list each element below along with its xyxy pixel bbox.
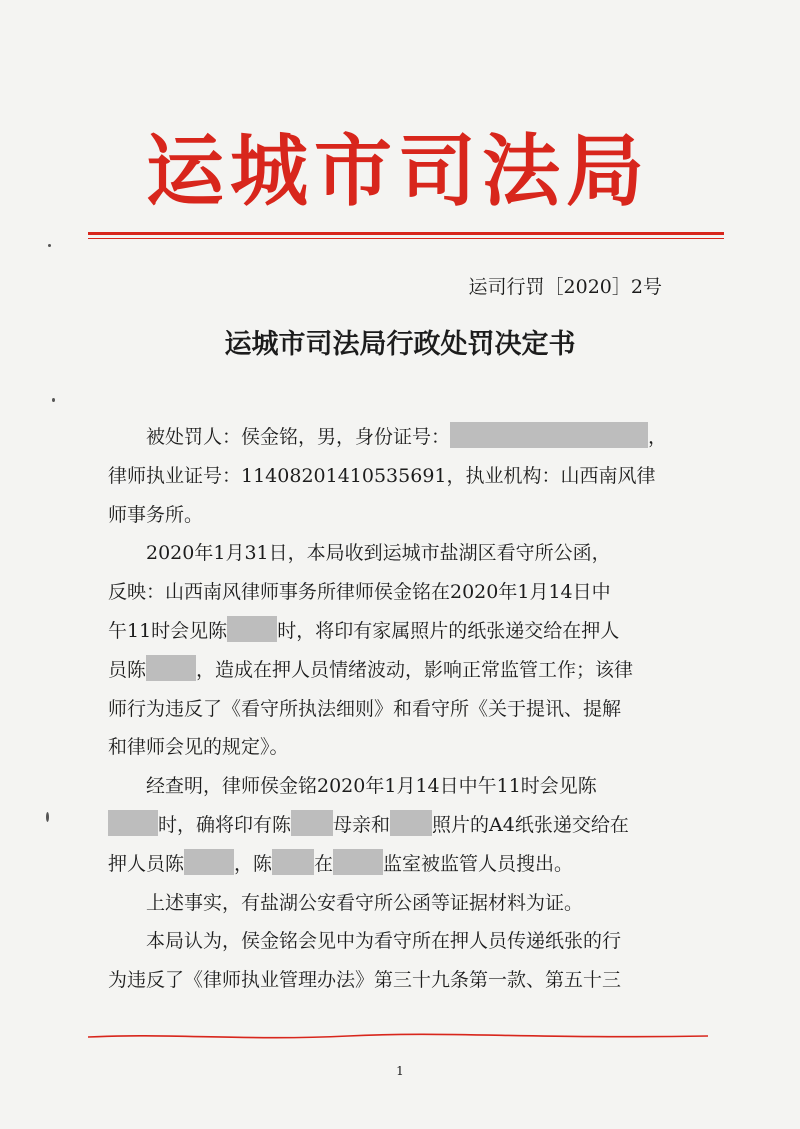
- text-fragment: 在: [314, 852, 334, 875]
- body-line: [108, 418, 688, 457]
- body-line: [108, 806, 688, 845]
- letterhead-org-name: 运城市司法局: [145, 126, 650, 217]
- letterhead-red-rule: [88, 232, 724, 235]
- redaction-box: [227, 616, 277, 642]
- body-line: 反映：山西南风律师事务所律师侯金铭在2020年1月14日中: [108, 581, 611, 604]
- text-fragment: 被处罚人：侯金铭，男，身份证号：: [146, 426, 451, 448]
- body-line: [108, 651, 688, 690]
- text-fragment: 照片的A4纸张递交给在: [432, 813, 629, 836]
- text-fragment: ，造成在押人员情绪波动，影响正常监管工作；该律: [196, 658, 634, 681]
- body-line: 本局认为，侯金铭会见中为看守所在押人员传递纸张的行: [146, 930, 622, 953]
- redaction-box: [291, 810, 333, 836]
- document-body: [108, 418, 688, 1000]
- redaction-box: [146, 655, 196, 681]
- text-fragment: 监室被监管人员搜出。: [383, 852, 574, 875]
- redaction-box: [184, 849, 234, 875]
- redaction-box: [333, 849, 383, 875]
- body-line: 为违反了《律师执业管理办法》第三十九条第一款、第五十三: [108, 969, 622, 992]
- text-fragment: 午11时会见陈: [108, 619, 228, 642]
- document-title: 运城市司法局行政处罚决定书: [224, 329, 576, 360]
- text-fragment: 时，确将印有陈: [158, 813, 292, 836]
- body-line: [108, 612, 688, 651]
- body-line: 师行为违反了《看守所执法细则》和看守所《关于提讯、提解: [108, 697, 622, 720]
- body-line: 和律师会见的规定》。: [108, 736, 289, 759]
- text-fragment: 押人员陈: [108, 852, 185, 875]
- body-line: 上述事实，有盐湖公安看守所公函等证据材料为证。: [146, 891, 584, 914]
- body-line: 2020年1月31日，本局收到运城市盐湖区看守所公函，: [146, 542, 611, 565]
- body-line: [108, 845, 688, 884]
- redaction-box: [390, 810, 432, 836]
- body-line: 律师执业证号：11408201410535691，执业机构：山西南风律: [108, 464, 656, 487]
- scan-speck: [52, 398, 55, 402]
- handwritten-underline: [88, 1030, 708, 1044]
- text-fragment: 母亲和: [333, 813, 391, 836]
- redaction-box: [272, 849, 314, 875]
- body-line: 师事务所。: [108, 503, 204, 526]
- document-number: 运司行罚［2020］2号: [468, 276, 662, 298]
- text-fragment: ，: [648, 426, 668, 448]
- letterhead-red-rule-thin: [88, 238, 724, 239]
- page-number: 1: [396, 1064, 404, 1078]
- text-fragment: 员陈: [108, 658, 147, 681]
- text-fragment: 时，将印有家属照片的纸张递交给在押人: [277, 619, 620, 642]
- body-line: 经查明，律师侯金铭2020年1月14日中午11时会见陈: [146, 775, 597, 798]
- redaction-box: [450, 422, 648, 448]
- scan-speck: [48, 244, 51, 247]
- text-fragment: ，陈: [234, 852, 273, 875]
- scan-speck: [46, 812, 49, 822]
- redaction-box: [108, 810, 158, 836]
